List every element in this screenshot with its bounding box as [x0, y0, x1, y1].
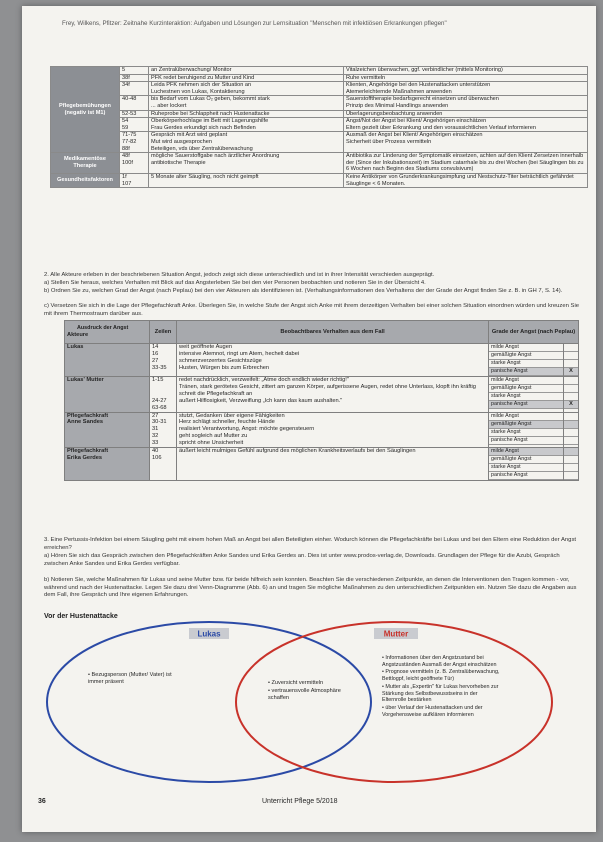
lukas-label: Lukas: [197, 629, 221, 639]
grade-marks: [564, 412, 579, 448]
case-text: PFK redet beruhigend zu Mutter und Kind: [149, 74, 344, 82]
venn-item: [382, 655, 502, 668]
grade-check-empty: [564, 456, 578, 464]
grade-option: starke Angst: [489, 429, 563, 437]
mother-label: Mutter: [383, 629, 409, 639]
measure-row: [51, 132, 588, 153]
header-lines: Zeilen: [150, 321, 177, 344]
case-text: Leida PFK nehmen sich der Situation an Luchestnen von Lukas, Kontaktierung: [149, 82, 344, 96]
care-review: Angst/Not der Angst bei Klient/ Angehörigen einschätzen Eltern gezielt über Erkrankung und den voraussichtlichen Verlauf informieren: [344, 118, 588, 132]
care-review: Überlagerungsbeobachtung anwenden: [344, 110, 588, 118]
line-numbers: 40 106: [150, 448, 177, 481]
observed-behavior: stutzt, Gedanken über eigene Fähigkeiten Herz schlägt schneller, feuchte Hände realisiert Verantwortung, Angst: möchte gegensteuern geht sogleich auf Mutter zu spricht ohne Unsicherheit: [177, 412, 489, 448]
task-2c-text: c) Versetzen Sie sich in die Lage der Pflegefachkraft Anke. Überlegen Sie, in welche Stufe der Angst sich Anke mit ihrem derzeitigen Verhalten bei einer solchen Situation einordnen würden und kreuzen Sie mit ihrem Thermostraum darüber aus.: [44, 303, 580, 317]
care-review: Ruhe vermitteln: [344, 74, 588, 82]
measure-row: [51, 118, 588, 132]
task-2-text: 2. Alle Akteure erleben in der beschriebenen Situation Angst, jedoch zeigt sich diese unterschiedlich und ist in ihrer Intensität verschieden ausgeprägt.: [44, 272, 435, 278]
venn-right-list: [382, 655, 502, 719]
task-3a-text: a) Hören Sie sich das Gespräch zwischen den Pflegefachkräften Anke Sandes und Erika Gerdes an. Dies ist unter www.prodos-verlag.de, Downloads. Grundlagen der Pflege für die Azubi, Gespräch zwischen Anke Sandes und Erika Gerdes verfügbar.: [44, 553, 560, 567]
measure-row: [51, 153, 588, 174]
case-text: 5 Monate alter Säugling, noch nicht geimpft: [149, 173, 344, 187]
venn-center-list: [268, 680, 358, 703]
grade-check-empty: [564, 377, 578, 385]
line-numbers: 52-53: [120, 110, 149, 118]
grade-check-empty: [564, 464, 578, 472]
grade-option: panische Angst: [489, 401, 563, 409]
task-2b-text: b) Ordnen Sie zu, welchen Grad der Angst (nach Peplau) bei den vier Akteuren als identifizieren ist. (Verhaltungsinformationen des Verhaltens der der Grade der Angst finden Sie z. B. in GH 7, S. 14).: [44, 288, 563, 294]
grade-option: starke Angst: [489, 360, 563, 368]
bullet-icon: •: [268, 688, 272, 694]
venn-diagram: [44, 620, 584, 790]
task-3b-text: b) Notieren Sie, welche Maßnahmen für Lukas und seine Mutter bzw. für beide hilfreich sein konnten. Beachten Sie die verschiedenen Zeitpunkte, an denen die Interventionen den Tragen kommen - vor, während und nach der Hustenattacke. Legen Sie dazu drei Venn-Diagramme (Abb. 6) an und tragen Sie mögliche Maßnahmen zu den unterschiedlichen Zeitpunkten ein. Nutzen Sie dazu die Angaben aus dem Fall, ihre Gespräch und Ihre eigenen Erfahrungen.: [44, 577, 577, 599]
header-expression: Ausdruck der Angst: [77, 325, 129, 332]
venn-item-text: Prognose vermitteln (z. B. Zentralüberwachung, Bettlogpf, leicht geöffnete Tür): [382, 669, 500, 683]
measure-row: [51, 67, 588, 75]
anxiety-row: [65, 412, 579, 448]
line-numbers: 14 16 27 33-35: [150, 344, 177, 377]
grade-marks: [564, 448, 579, 481]
measure-row: [51, 82, 588, 96]
case-text: Ruheprobe bei Schlappheit nach Hustenattacke: [149, 110, 344, 118]
grade-option: gemäßigte Angst: [489, 385, 563, 393]
grade-options: [489, 344, 564, 377]
grade-options: [489, 448, 564, 481]
venn-item-text: Bezugsperson (Mutter/ Vater) ist immer präsent: [88, 672, 172, 685]
grade-check-empty: [564, 413, 578, 421]
care-review: Klienten, Angehörige bei den Hustenattacken unterstützen Atemerleichternde Maßnahmen anwenden: [344, 82, 588, 96]
grade-check-empty: [564, 344, 578, 352]
case-text: Gespräch mit Arzt wird geplant Mut wird ausgesprochen Beteiligen, vds über Zentralüberwachung: [149, 132, 344, 153]
care-review: Antibiotika zur Linderung der Symptomatik einsetzen, achten auf den Klient Zersetzen innerhalb der (Since der Inkubationszeit) im Stadium catarrhale bis zu drei Wochen (bei Säuglingen bis zu 6 Wochen nach Beginn des Stadiums convulsivum): [344, 153, 588, 174]
bullet-icon: •: [268, 680, 272, 686]
venn-item: [88, 672, 188, 686]
line-numbers: 34f: [120, 82, 149, 96]
anxiety-row: [65, 448, 579, 481]
care-review: Sauerstofftherapie bedarfsgerecht einsetzen und überwachen Prinzip des Minimal Handlings anwenden: [344, 96, 588, 110]
page-header: Frey, Wilkens, Pfitzer: Zeitnahe Kurzinteraktion: Aufgaben und Lösungen zur Lernsituation "Menschen mit infektiösen Erkrankungen pflegen": [62, 20, 447, 27]
grade-check-empty: [564, 385, 578, 393]
venn-item-text: über Verlauf der Hustenattacken und der Vorgehensweise aufklären informieren: [382, 704, 483, 718]
grade-option: gemäßigte Angst: [489, 421, 563, 429]
line-numbers: 71-75 77-82 88f: [120, 132, 149, 153]
observed-behavior: redet nachdrücklich, verzweifelt: „Atme doch endlich wieder richtig!" Tränen, stark gerötetes Gesicht, zittert am ganzen Körper, aufgerissene Augen, redet ohne Unterlass, klopft ihn kräftig schreit die Pflegefachkraft an außert Hilflosigkeit, Verzweiflung „Ich kann das kaum aushalten.": [177, 377, 489, 413]
venn-item: [382, 684, 502, 704]
case-text: an Zentralüberwachung/ Monitor: [149, 67, 344, 75]
grade-check-empty: [564, 472, 578, 480]
actor-name: Lukas: [65, 344, 150, 377]
line-numbers: 38f: [120, 74, 149, 82]
venn-item-text: vertrauensvolle Atmosphäre schaffen: [268, 688, 341, 701]
grade-check-mark: X: [564, 368, 578, 376]
journal-name: Unterricht Pflege 5/2018: [262, 798, 338, 805]
anxiety-row: [65, 377, 579, 413]
grade-option: milde Angst: [489, 413, 563, 421]
line-numbers: 40-48: [120, 96, 149, 110]
grade-marks: [564, 344, 579, 377]
case-text: bis Bedarf vom Lukas O₂ geben, bekommt stark ... aber lockert: [149, 96, 344, 110]
grade-option: panische Angst: [489, 437, 563, 445]
grade-check-mark: X: [564, 401, 578, 409]
measure-row: [51, 110, 588, 118]
grade-check-empty: [564, 393, 578, 401]
section-label: Gesundheitsfaktoren: [51, 173, 120, 187]
grade-option: milde Angst: [489, 377, 563, 385]
grade-option: milde Angst: [489, 448, 563, 456]
grade-option: gemäßigte Angst: [489, 352, 563, 360]
care-measures-table: [50, 66, 588, 188]
actor-name: Pflegefachkraft Erika Gerdes: [65, 448, 150, 481]
venn-item: [268, 680, 358, 687]
case-text: mögliche Sauerstoffgabe nach ärztlicher Anordnung antibiotische Therapie: [149, 153, 344, 174]
grade-marks: [564, 377, 579, 413]
grade-option: gemäßigte Angst: [489, 456, 563, 464]
venn-item-text: Zuversicht vermitteln: [271, 680, 324, 686]
venn-item-text: Informationen über den Angstzustand bei Angstzuständen Ausmaß der Angst einschätzen: [382, 655, 497, 668]
observed-behavior: weit geöffnete Augen intensive Atemnot, ringt um Atem, hechelt dabei schmerzverzerrtes Gesichtszüge Husten, Würgen bis zum Erbrechen: [177, 344, 489, 377]
grade-check-mark: [564, 421, 578, 429]
line-numbers: 1f 107: [120, 173, 149, 187]
venn-item: [382, 705, 502, 718]
actor-name: Pflegefachkraft Anne Sandes: [65, 412, 150, 448]
venn-item: [268, 688, 358, 702]
venn-title: Vor der Hustenattacke: [44, 613, 118, 620]
bullet-icon: •: [382, 655, 386, 661]
line-numbers: 54 59: [120, 118, 149, 132]
section-label: Medikamentöse Therapie: [51, 153, 120, 174]
venn-item-text: Mutter als „Expertin" für Lukas hervorheben zur Stärkung des Selbstbewusstseins in der Elternrolle bestärken: [382, 683, 499, 704]
case-text: Oberkörperhochlage im Bett mit Lagerungshilfe Frau Gerdes erkundigt sich nach Befinden: [149, 118, 344, 132]
header-grade: Grade der Angst (nach Peplau): [489, 321, 579, 344]
bullet-icon: •: [88, 672, 92, 678]
grade-option: starke Angst: [489, 464, 563, 472]
care-review: Keine Antikörper von Grunderkrankungsimpfung und Nestschutz-Titer beträchtlich gefährdet Säuglinge < 6 Monaten.: [344, 173, 588, 187]
bullet-icon: •: [382, 704, 386, 711]
task-2a-text: a) Stellen Sie heraus, welches Verhalten mit Blick auf das Angsterleben Sie bei den vier Personen beobachten und notieren Sie in der Übersicht 4.: [44, 280, 426, 286]
care-review: Ausmaß der Angst bei Klient/ Angehörigen einschätzen Sicherheit über Prozess vermitteln: [344, 132, 588, 153]
measure-row: [51, 74, 588, 82]
venn-left-list: [88, 672, 188, 687]
actor-name: Lukas' Mutter: [65, 377, 150, 413]
header-behavior: Beobachtbares Verhalten aus dem Fall: [177, 321, 489, 344]
grade-check-empty: [564, 429, 578, 437]
grade-check-empty: [564, 360, 578, 368]
grade-options: [489, 377, 564, 413]
measure-row: [51, 96, 588, 110]
care-review: Vitalzeichen überwachen, ggf. verbindlicher (mittels Monitoring): [344, 67, 588, 75]
line-numbers: 1-15 24-27 63-68: [150, 377, 177, 413]
grade-option: milde Angst: [489, 344, 563, 352]
grade-option: starke Angst: [489, 393, 563, 401]
grade-option: panische Angst: [489, 368, 563, 376]
page-number: 36: [38, 798, 46, 805]
header-actor-cell: [65, 321, 150, 344]
header-actor: Akteure: [67, 332, 89, 338]
grade-check-empty: [564, 437, 578, 445]
section-label: Pflegebemühungen (negativ ist M1): [51, 67, 120, 153]
anxiety-row: [65, 344, 579, 377]
observed-behavior: äußert leicht mulmiges Gefühl aufgrund des möglichen Krankheitsverlaufs bei den Säuglingen: [177, 448, 489, 481]
grade-check-mark: [564, 448, 578, 456]
task-3-text: 3. Eine Pertussis-Infektion bei einem Säugling geht mit einem hohen Maß an Angst bei allen Beteiligten einher. Wodurch können die Pflegefachkräfte bei Lukas und bei den Eltern eine Reduktion der Angst erreichen?: [44, 537, 577, 551]
line-numbers: 27 30-31 31 32 33: [150, 412, 177, 448]
line-numbers: 48f 100f: [120, 153, 149, 174]
anxiety-table: [64, 320, 579, 481]
line-numbers: 5: [120, 67, 149, 75]
venn-item: [382, 669, 502, 682]
grade-check-empty: [564, 352, 578, 360]
grade-options: [489, 412, 564, 448]
grade-option: panische Angst: [489, 472, 563, 480]
measure-row: [51, 173, 588, 187]
bullet-icon: •: [382, 669, 386, 676]
bullet-icon: •: [382, 683, 386, 690]
